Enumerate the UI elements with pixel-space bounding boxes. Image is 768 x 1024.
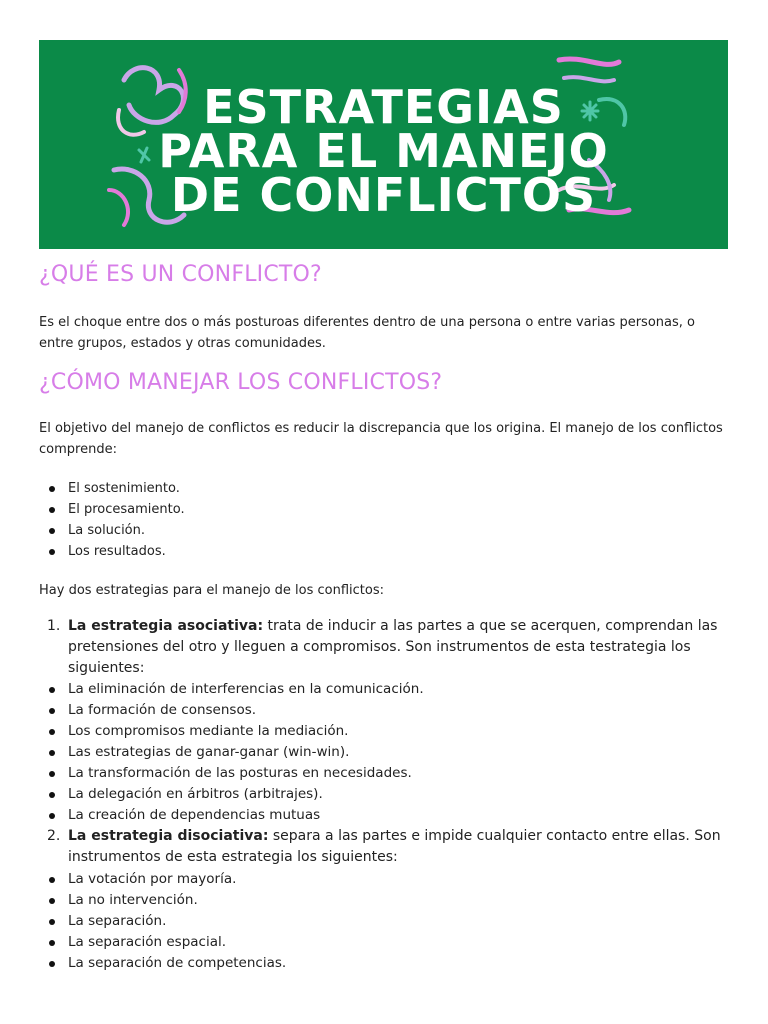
manejo-intro-paragraph: El objetivo del manejo de conflictos es reducir la discrepancia que los origina. El manejo de los conflictos comprende: xyxy=(39,421,723,457)
title-line-3: DE CONFLICTOS xyxy=(170,168,597,222)
title-line-2: PARA EL MANEJO xyxy=(158,124,609,178)
list-item: La delegación en árbitros (arbitrajes). xyxy=(39,784,424,805)
strategy-title: La estrategia disociativa: xyxy=(68,828,269,844)
list-item: Las estrategias de ganar-ganar (win-win). xyxy=(39,742,424,763)
list-item: Los compromisos mediante la mediación. xyxy=(39,721,424,742)
strategy-description: separa a las partes e impide cualquier contacto entre ellas. Son instrumentos de esta estrategia los siguientes: xyxy=(68,828,721,865)
list-item: La no intervención. xyxy=(39,890,286,911)
strategy-number: 1. xyxy=(47,618,61,634)
list-item: La votación por mayoría. xyxy=(39,869,286,890)
list-item: La solución. xyxy=(39,520,185,541)
list-item: La transformación de las posturas en necesidades. xyxy=(39,763,424,784)
strategy-1-instruments xyxy=(39,679,424,826)
page-title xyxy=(39,80,728,222)
strategy-2-instruments xyxy=(39,869,286,974)
list-item: La creación de dependencias mutuas xyxy=(39,805,424,826)
strategy-1 xyxy=(39,616,729,679)
list-item: La separación espacial. xyxy=(39,932,286,953)
strategy-2 xyxy=(39,826,729,868)
title-banner xyxy=(39,40,728,249)
section-heading-que-es: ¿QUÉ ES UN CONFLICTO? xyxy=(39,262,322,287)
list-item: La formación de consensos. xyxy=(39,700,424,721)
list-item: La separación. xyxy=(39,911,286,932)
list-item: Los resultados. xyxy=(39,541,185,562)
title-line-1: ESTRATEGIAS xyxy=(203,80,564,134)
strategy-title: La estrategia asociativa: xyxy=(68,618,264,634)
definition-paragraph: Es el choque entre dos o más posturoas diferentes dentro de una persona o entre varias personas, o entre grupos, estados y otras comunidades. xyxy=(39,315,695,351)
strategies-intro-paragraph: Hay dos estrategias para el manejo de los conflictos: xyxy=(39,583,385,598)
strategy-number: 2. xyxy=(47,828,61,844)
list-item: El procesamiento. xyxy=(39,499,185,520)
list-item: El sostenimiento. xyxy=(39,478,185,499)
list-item: La separación de competencias. xyxy=(39,953,286,974)
manejo-components-list xyxy=(39,478,185,562)
section-heading-como-manejar: ¿CÓMO MANEJAR LOS CONFLICTOS? xyxy=(39,370,443,395)
list-item: La eliminación de interferencias en la comunicación. xyxy=(39,679,424,700)
strategy-description: trata de inducir a las partes a que se acerquen, comprendan las pretensiones del otro y lleguen a compromisos. Son instrumentos de esta testrategia los siguientes: xyxy=(68,618,718,676)
